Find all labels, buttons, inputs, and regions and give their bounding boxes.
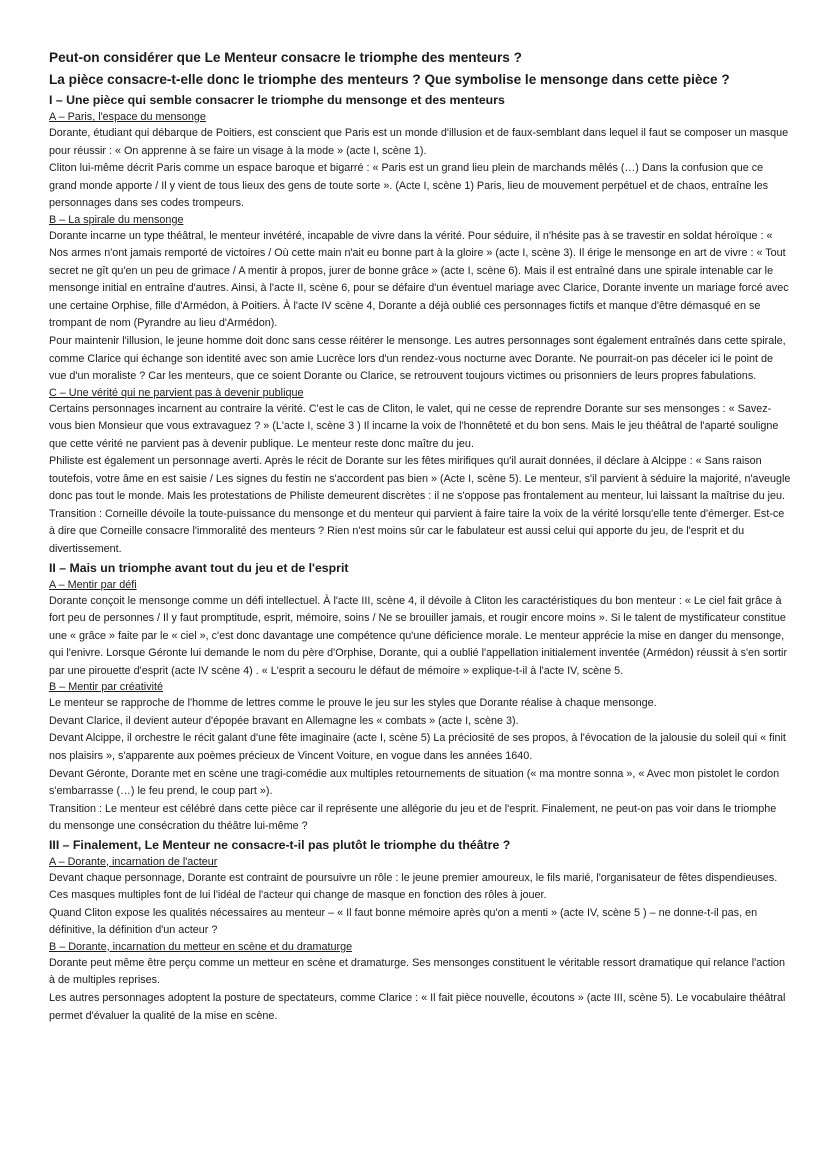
paragraph: Les autres personnages adoptent la posture de spectateurs, comme Clarice : « Il fait pièce nouvelle, écoutons » (acte III, scène 5). Le vocabulaire théâtral permet d'évaluer la qualité de la mise en scène. — [49, 991, 786, 1022]
paragraph: Devant Géronte, Dorante met en scène une tragi-comédie aux multiples retournements de situation (« ma montre sonna », « Avec mon pistolet le cordon s'embarrasse (…) le feu prend, le coup part »). — [49, 767, 780, 798]
section-heading-3a: A – Dorante, incarnation de l'acteur — [49, 855, 218, 868]
main-title: Peut-on considérer que Le Menteur consacre le triomphe des menteurs ? — [49, 50, 522, 65]
paragraph: Pour maintenir l'illusion, le jeune homme doit donc sans cesse réitérer le mensonge. Les autres personnages sont également entraînés dans cette spirale, comme Clarice qui échange son identité avec son amie Lucrèce lors d'un rendez-vous nocturne avec Dorante. Ne pourrait-on pas déceler ici le point de vue d'un moraliste ? Car les menteurs, que ce soient Dorante ou Clarice, se retrouvent toujours victimes ou prisonniers de leurs propres fabulations. — [49, 335, 786, 383]
paragraph: Dorante peut même être perçu comme un metteur en scène et dramaturge. Ses mensonges constituent le véritable ressort dramatique qui relance l'action à de multiples reprises. — [49, 956, 786, 987]
paragraph: Dorante, étudiant qui débarque de Poitiers, est conscient que Paris est un monde d'illusion et de faux-semblant dans lequel il faut se composer un masque pour réussir : « On apprenne à se faire un visage à la mode » (acte I, scène 1). — [49, 127, 789, 157]
part-heading-1: I – Une pièce qui semble consacrer le triomphe du mensonge et des menteurs — [49, 93, 505, 107]
paragraph: Dorante incarne un type théâtral, le menteur invétéré, incapable de vivre dans la vérité. Pour séduire, il n'hésite pas à se travestir en soldat héroïque : « Nos armes n'ont jamais remporté de victoires / Où cette main n'ait eu bonne part à la gloire » (acte I, scène 3). Il érige le mensonge en art de vivre : « Tout secret ne gît qu'en un peu de grimace / A mentir à propos, jurer de bonne grâce » (acte I, scène 6). Mais il est entraîné dans une spirale intenable car le mensonge initial en entraîne d'autres. Ainsi, à l'acte II, scène 6, pour se défaire d'un éventuel mariage avec Clarice, Dorante invente un mariage forcé avec une certaine Orphise, fille d'Armédon, à Poitiers. À l'acte IV scène 4, Dorante a déjà oublié ces personnages fictifs et manque d'être démasqué en se trompant de nom (Pyrandre au lieu d'Armédon). — [49, 229, 789, 330]
part-heading-3: III – Finalement, Le Menteur ne consacre-t-il pas plutôt le triomphe du théâtre ? — [49, 837, 511, 852]
section-heading-1b: B – La spirale du mensonge — [49, 213, 184, 226]
paragraph: Quand Cliton expose les qualités nécessaires au menteur – « Il faut bonne mémoire après qu'on a menti » (acte IV, scène 5 ) – ne donne-t-il pas, en définitive, la définition d'un acteur ? — [49, 906, 758, 937]
paragraph: Cliton lui-même décrit Paris comme un espace baroque et bigarré : « Paris est un grand lieu plein de marchands mêlés (…) Dans la confusion que ce grand monde apporte / Il y vient de tous lieux des gens de toute sorte ». (Acte I, scène 1) Paris, lieu de mouvement perpétuel et de chaos, entraîne les personnages dans ses codes trompeurs. — [49, 162, 769, 210]
paragraph: Devant Alcippe, il orchestre le récit galant d'une fête imaginaire (acte I, scène 5) La préciosité de ses propos, à l'évocation de la jalousie du soleil qui « finit nos plaisirs », s'apparente aux poèmes précieux de Vincent Voiture, en vogue dans les années 1640. — [49, 732, 786, 762]
transition-paragraph: Transition : Le menteur est célébré dans cette pièce car il représente une allégorie du jeu et de l'esprit. Finalement, ne peut-on pas voir dans le triomphe du mensonge une consécration du théâtre lui-même ? — [49, 802, 777, 833]
part-heading-2: II – Mais un triomphe avant tout du jeu et de l'esprit — [49, 560, 349, 575]
section-heading-1c: C – Une vérité qui ne parvient pas à devenir publique — [49, 386, 304, 399]
paragraph: Devant Clarice, il devient auteur d'épopée bravant en Allemagne les « combats » (acte I, scène 3). — [49, 714, 519, 727]
transition-paragraph: Transition : Corneille dévoile la toute-puissance du mensonge et du menteur qui parvient à faire taire la voix de la vérité lorsqu'elle tente d'émerger. Est-ce à dire que Corneille consacre l'immoralité des menteurs ? Rien n'est moins sûr car le fabulateur est aussi celui qui apporte du jeu, de l'esprit et du divertissement. — [49, 507, 785, 556]
paragraph: Philiste est également un personnage averti. Après le récit de Dorante sur les fêtes mirifiques qu'il aurait données, il déclare à Alcippe : « Sans raison toutefois, votre âme en est saisie / Les signes du festin ne s'accordent pas bien » (Acte I, scène 5). Le menteur, s'il parvient à séduire la majorité, n'aveugle donc pas tout le monde. Mais les protestations de Philiste demeurent discrètes : il ne s'oppose pas frontalement au menteur, lui laissant la maîtrise du jeu. — [49, 455, 791, 503]
problematique-title: La pièce consacre-t-elle donc le triomphe des menteurs ? Que symbolise le mensonge dans cette pièce ? — [49, 72, 730, 87]
section-heading-1a: A – Paris, l'espace du mensonge — [49, 111, 206, 123]
paragraph: Le menteur se rapproche de l'homme de lettres comme le prouve le jeu sur les styles que Dorante réalise à chaque mensonge. — [49, 697, 657, 710]
paragraph: Certains personnages incarnent au contraire la vérité. C'est le cas de Cliton, le valet, qui ne cesse de reprendre Dorante sur ses mensonges : « Savez-vous bien Monsieur que vous extravaguez ? » (L'acte I, scène 3 ) Il incarne la voix de l'honnêteté et du bon sens. Mais le jeu théâtral de l'aparté souligne que cette vérité ne parvient pas à devenir publique. Le menteur reste donc maître du jeu. — [49, 402, 779, 450]
section-heading-2b: B – Mentir par créativité — [49, 681, 164, 694]
paragraph: Devant chaque personnage, Dorante est contraint de poursuivre un rôle : le jeune premier amoureux, le fils marié, l'organisateur de fêtes dispendieuses. Ces masques multiples font de lui l'idéal de l'acteur qui change de masque en fonction des rôles à jouer. — [49, 871, 778, 902]
section-heading-3b: B – Dorante, incarnation du metteur en scène et du dramaturge — [49, 940, 353, 953]
section-heading-2a: A – Mentir par défi — [49, 578, 137, 591]
document-page — [49, 47, 791, 1025]
paragraph: Dorante conçoit le mensonge comme un défi intellectuel. À l'acte III, scène 4, il dévoile à Cliton les caractéristiques du bon menteur : « Le ciel fait grâce à fort peu de personnes / Il y faut promptitude, esprit, mémoire, soins / Ne se brouiller jamais, et rougir encore moins ». Si le talent de mystificateur constitue une « grâce » faite par le « ciel », c'est donc davantage une compétence qu'une déficience morale. Le menteur apprécie la mise en danger du mensonge, qui l'enivre. Lorsque Géronte lui demande le nom du père d'Orphise, Dorante, qui a oublié l'appellation initialement inventée (Armédon) réussit à s'en sortir par une pirouette d'esprit (acte IV scène 4) . « L'esprit a secouru le défaut de mémoire » explique-t-il à l'acte IV, scène 5. — [49, 594, 788, 677]
